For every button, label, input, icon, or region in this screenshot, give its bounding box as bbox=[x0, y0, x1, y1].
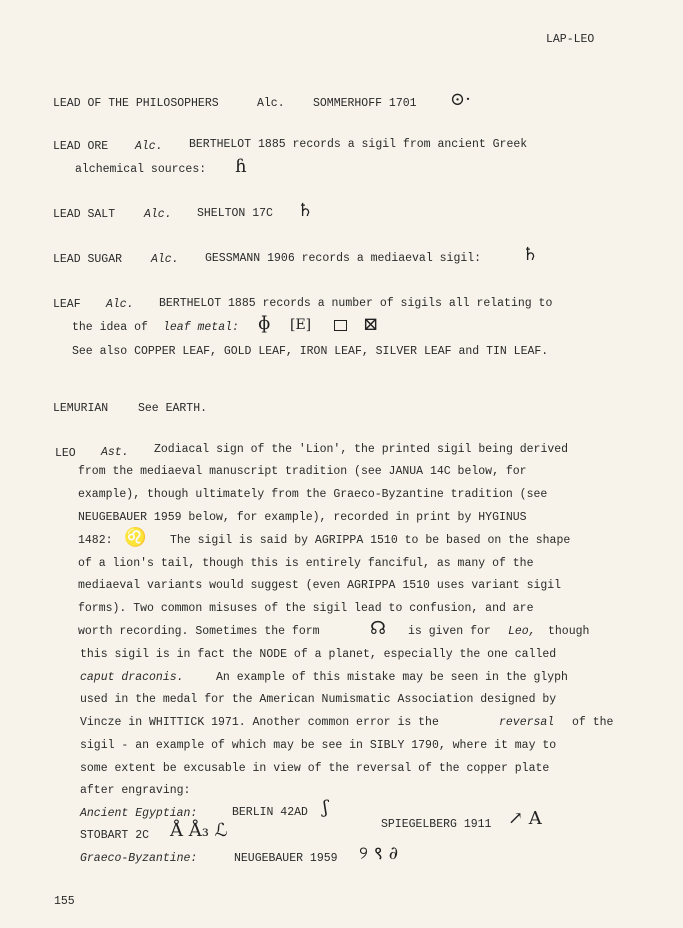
variant-text: BERLIN 42AD bbox=[232, 806, 308, 819]
variant-label: Ancient Egyptian: bbox=[80, 807, 198, 820]
sigil-glyph: ↗ A bbox=[508, 808, 542, 829]
entry-tag: Alc. bbox=[135, 140, 163, 153]
leo-line: example), though ultimately from the Graeco-Byzantine tradition (see bbox=[78, 488, 548, 501]
leo-line-italic: reversal bbox=[499, 716, 555, 729]
sigil-square bbox=[334, 316, 347, 334]
entry-term: LEAD SALT bbox=[53, 208, 116, 221]
sigil-glyph: ⊙· bbox=[450, 89, 471, 110]
leo-line: this sigil is in fact the NODE of a planet, especially the one called bbox=[80, 648, 557, 661]
leo-line: though bbox=[548, 625, 590, 638]
entry-tag: Alc. bbox=[144, 208, 172, 221]
leo-line: An example of this mistake may be seen in the glyph bbox=[216, 671, 568, 684]
variant-label: Graeco-Byzantine: bbox=[80, 852, 198, 865]
variant-text: NEUGEBAUER 1959 bbox=[234, 852, 338, 865]
leo-line: of the bbox=[572, 716, 614, 729]
entry-text-italic: leaf metal: bbox=[163, 321, 239, 334]
sigil-glyph: ɦ bbox=[235, 156, 247, 177]
sigil-leo: ♌ bbox=[124, 527, 147, 548]
leo-line: some extent be excusable in view of the reversal of the copper plate bbox=[80, 762, 550, 775]
leo-line: after engraving: bbox=[80, 784, 191, 797]
sigil-node: ☊ bbox=[370, 618, 386, 639]
page-number: 155 bbox=[54, 895, 75, 908]
entry-term: LEMURIAN bbox=[53, 402, 109, 415]
variant-text: SPIEGELBERG 1911 bbox=[381, 818, 492, 831]
leo-line-italic: Leo, bbox=[508, 625, 536, 638]
leo-line: sigil - an example of which may be see in SIBLY 1790, where it may to bbox=[80, 739, 557, 752]
leo-line: from the mediaeval manuscript tradition (see JANUA 14C below, for bbox=[78, 465, 527, 478]
entry-text: GESSMANN 1906 records a mediaeval sigil: bbox=[205, 252, 482, 265]
entry-text: the idea of bbox=[72, 321, 148, 334]
entry-term: LEAD ORE bbox=[53, 140, 109, 153]
entry-text: SHELTON 17C bbox=[197, 207, 273, 220]
entry-term: LEAD SUGAR bbox=[53, 253, 123, 266]
leo-line: mediaeval variants would suggest (even AGRIPPA 1510 uses variant sigil bbox=[78, 579, 562, 592]
entry-term: LEO bbox=[55, 447, 76, 460]
entry-text: BERTHELOT 1885 records a number of sigils all relating to bbox=[159, 297, 553, 310]
leo-line: used in the medal for the American Numismatic Association designed by bbox=[80, 693, 557, 706]
sigil-glyph: ʃ bbox=[323, 797, 328, 818]
entry-tag: Alc. bbox=[106, 298, 134, 311]
running-head: LAP-LEO bbox=[546, 33, 595, 46]
sigil-glyph: ୨ ९ ∂ bbox=[359, 843, 399, 864]
leo-line: NEUGEBAUER 1959 below, for example), recorded in print by HYGINUS bbox=[78, 511, 527, 524]
variant-text: STOBART 2C bbox=[80, 829, 150, 842]
leo-line: worth recording. Sometimes the form bbox=[78, 625, 320, 638]
leo-line: The sigil is said by AGRIPPA 1510 to be based on the shape bbox=[170, 534, 571, 547]
entry-term: LEAD OF THE PHILOSOPHERS bbox=[53, 97, 219, 110]
sigil-glyph: ♄ bbox=[522, 244, 539, 265]
entry-term: LEAF bbox=[53, 298, 81, 311]
entry-tag: Alc. bbox=[151, 253, 179, 266]
entry-text: See EARTH. bbox=[138, 402, 208, 415]
leo-line: 1482: bbox=[78, 534, 113, 547]
leo-line: of a lion's tail, though this is entirely fanciful, as many of the bbox=[78, 557, 534, 570]
leo-line: Vincze in WHITTICK 1971. Another common error is the bbox=[80, 716, 439, 729]
entry-tag: Alc. bbox=[257, 97, 285, 110]
entry-text: BERTHELOT 1885 records a sigil from ancient Greek bbox=[189, 138, 528, 151]
entry-tag: Ast. bbox=[101, 446, 129, 459]
leo-line: is given for bbox=[408, 625, 491, 638]
sigil-slashed-box: ⊠ bbox=[363, 314, 379, 335]
entry-text: SOMMERHOFF 1701 bbox=[313, 97, 417, 110]
leo-line: Zodiacal sign of the 'Lion', the printed sigil being derived bbox=[154, 443, 569, 456]
sigil-glyph: Å Å₃ ℒ bbox=[170, 820, 228, 841]
sigil-box-e: [E] bbox=[290, 317, 312, 333]
entry-text: See also COPPER LEAF, GOLD LEAF, IRON LEAF, SILVER LEAF and TIN LEAF. bbox=[72, 345, 549, 358]
entry-text: alchemical sources: bbox=[75, 163, 207, 176]
sigil-phi: ɸ bbox=[258, 313, 271, 334]
sigil-glyph: ♄ bbox=[297, 200, 314, 221]
leo-line-italic: caput draconis. bbox=[80, 671, 184, 684]
leo-line: forms). Two common misuses of the sigil lead to confusion, and are bbox=[78, 602, 534, 615]
